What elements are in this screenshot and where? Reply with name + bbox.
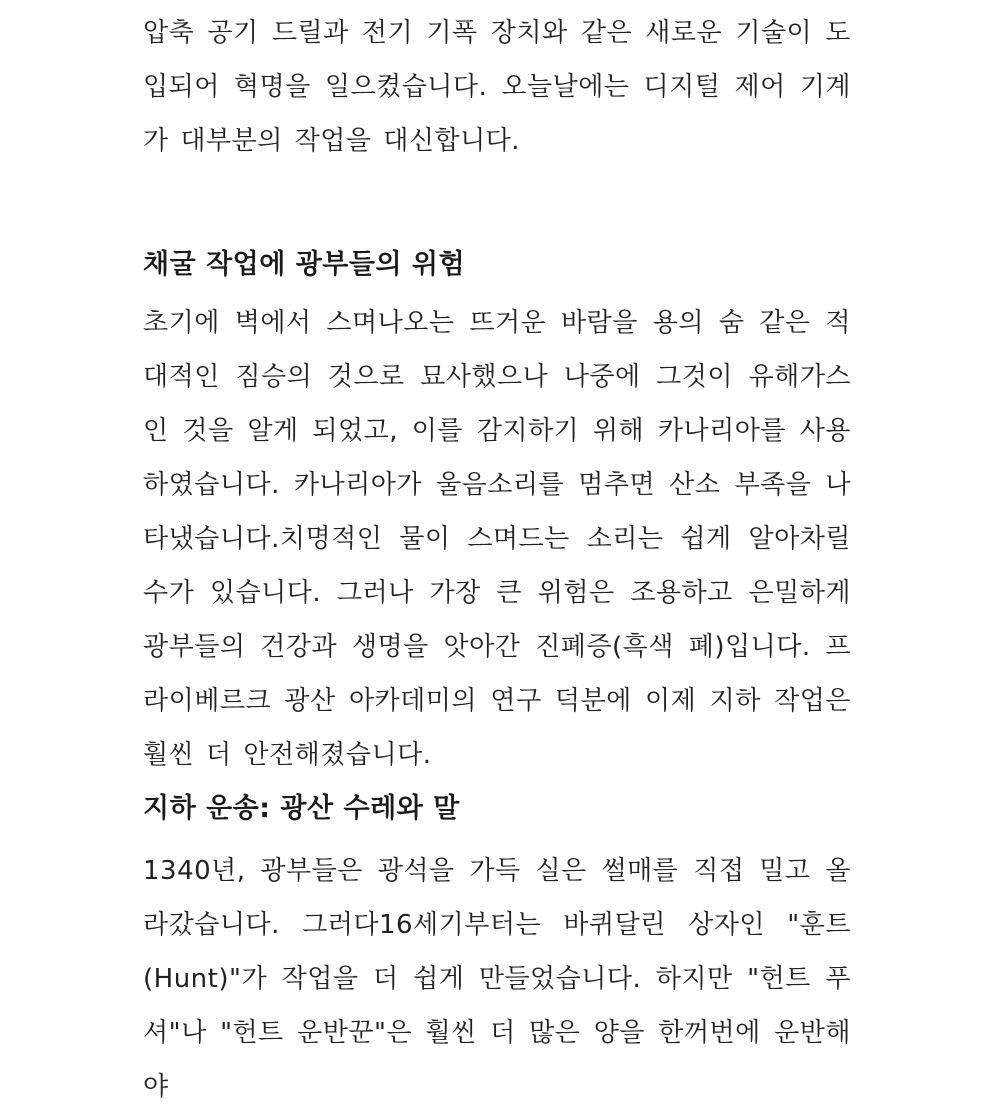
paragraph-underground-transport: 1340년, 광부들은 광석을 가득 실은 썰매를 직접 밀고 올라갔습니다. 그러다16세기부터는 바퀴달린 상자인 "훈트(Hunt)"가 작업을 더 쉽게 만들었습니다. 하지만 "헌트 푸셔"나 "헌트 운반꾼"은 훨씬 더 많은 양을 한꺼번에 운반해야 bbox=[143, 856, 851, 1102]
paragraph-mining-technology: 압축 공기 드릴과 전기 기폭 장치와 같은 새로운 기술이 도입되어 혁명을 일으켰습니다. 오늘날에는 디지털 제어 기계가 대부분의 작업을 대신합니다. bbox=[143, 18, 851, 156]
heading-underground-transport: 지하 운송: 광산 수레와 말 bbox=[143, 793, 460, 824]
article-body bbox=[143, 6, 851, 1114]
paragraph-miner-dangers: 초기에 벽에서 스며나오는 뜨거운 바람을 용의 숨 같은 적대적인 짐승의 것으로 묘사했으나 나중에 그것이 유해가스인 것을 알게 되었고, 이를 감지하기 위해 카나리아를 사용하였습니다. 카나리아가 울음소리를 멈추면 산소 부족을 나타냈습니다.치명적인 물이 스며드는 소리는 쉽게 알아차릴 수가 있습니다. 그러나 가장 큰 위험은 조용하고 은밀하게 광부들의 건강과 생명을 앗아간 진폐증(흑색 폐)입니다. 프라이베르크 광산 아카데미의 연구 덕분에 이제 지하 작업은 훨씬 더 안전해졌습니다. bbox=[143, 308, 851, 770]
heading-miner-dangers: 채굴 작업에 광부들의 위험 bbox=[143, 249, 466, 280]
